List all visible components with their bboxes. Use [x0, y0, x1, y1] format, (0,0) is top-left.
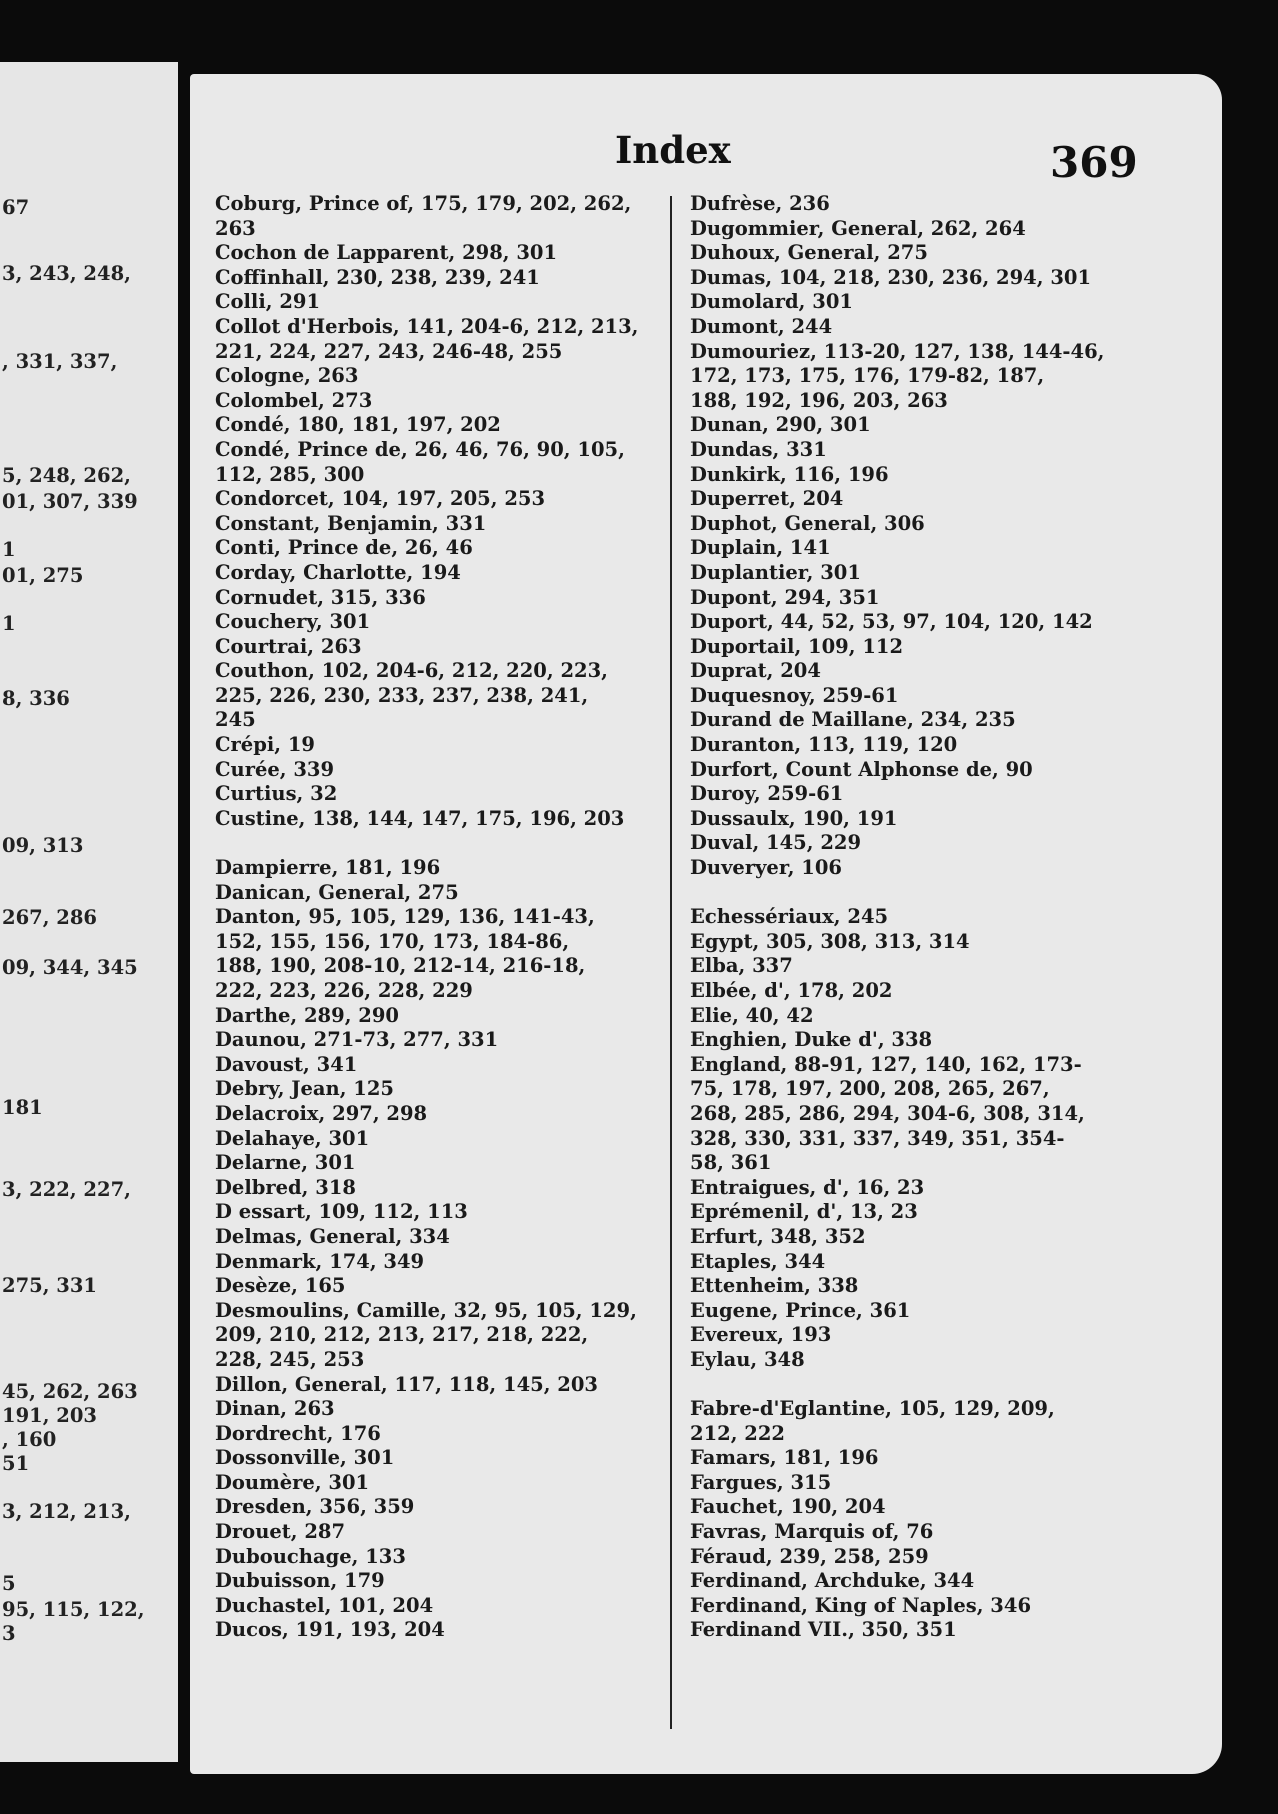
index-entry	[690, 1004, 1195, 1029]
index-entry	[690, 807, 1195, 832]
index-entry	[215, 487, 663, 512]
index-entry	[215, 733, 663, 758]
index-entry	[215, 1594, 663, 1619]
index-entry-line: 112, 285, 300	[215, 462, 365, 486]
index-entry-line: Duranton, 113, 119, 120	[690, 733, 958, 757]
index-entry	[215, 1373, 663, 1398]
prev-page-fragment: 45, 262, 263	[2, 1380, 138, 1403]
section-gap	[690, 881, 1195, 906]
index-entry	[215, 1127, 663, 1152]
index-entry-line: Egypt, 305, 308, 313, 314	[690, 929, 970, 953]
index-entry-line: Dumouriez, 113-20, 127, 138, 144-46,	[690, 339, 1105, 363]
index-entry	[690, 905, 1195, 930]
index-entry-line: Cologne, 263	[215, 364, 359, 388]
index-entry	[690, 782, 1195, 807]
index-entry	[215, 1545, 663, 1570]
index-entry	[215, 1299, 663, 1373]
index-entry-line: Delarne, 301	[215, 1151, 356, 1175]
prev-page-fragment: , 331, 337,	[2, 350, 118, 373]
index-entry	[215, 758, 663, 783]
index-entry-line: Entraigues, d', 16, 23	[690, 1175, 925, 1199]
index-entry-line: Ettenheim, 338	[690, 1274, 859, 1298]
index-entry	[690, 856, 1195, 881]
index-entry	[690, 1323, 1195, 1348]
index-entry-line: Duroy, 259-61	[690, 782, 844, 806]
index-entry	[215, 1569, 663, 1594]
page-number: 369	[1050, 138, 1138, 187]
index-entry	[215, 438, 663, 487]
index-entry-line: Davoust, 341	[215, 1052, 358, 1076]
index-entry	[690, 1028, 1195, 1053]
index-entry	[690, 1397, 1195, 1446]
index-entry-line: 188, 190, 208-10, 212-14, 216-18,	[215, 954, 586, 978]
index-entry-line: Duperret, 204	[690, 487, 844, 511]
index-entry	[690, 1495, 1195, 1520]
index-entry-line: Coffinhall, 230, 238, 239, 241	[215, 265, 540, 289]
index-entry	[215, 241, 663, 266]
index-entry-line: Dordrecht, 176	[215, 1421, 381, 1445]
index-entry	[690, 1520, 1195, 1545]
index-entry	[215, 1471, 663, 1496]
index-entry-line: Duprat, 204	[690, 659, 821, 683]
page-title: Index	[615, 128, 731, 172]
index-entry-line: Dundas, 331	[690, 437, 827, 461]
index-entry-line: Duplantier, 301	[690, 560, 861, 584]
prev-page-fragment: 3, 243, 248,	[2, 262, 131, 285]
index-entry	[215, 1004, 663, 1029]
index-entry-line: Fargues, 315	[690, 1470, 832, 1494]
index-entry-line: 188, 192, 196, 203, 263	[690, 388, 948, 412]
index-entry-line: Duportail, 109, 112	[690, 634, 904, 658]
index-entry	[690, 536, 1195, 561]
index-entry-line: Conti, Prince de, 26, 46	[215, 536, 473, 560]
prev-page-fragment: 09, 344, 345	[2, 956, 138, 979]
index-entry-line: Debry, Jean, 125	[215, 1077, 394, 1101]
index-entry	[215, 635, 663, 660]
index-entry-line: Colli, 291	[215, 290, 321, 314]
index-entry-line: Delacroix, 297, 298	[215, 1101, 428, 1125]
prev-page-fragment: 267, 286	[2, 906, 97, 929]
index-entry	[690, 217, 1195, 242]
index-entry-line: Desmoulins, Camille, 32, 95, 105, 129,	[215, 1298, 637, 1322]
index-entry	[215, 1077, 663, 1102]
index-entry	[215, 659, 663, 733]
index-entry	[690, 192, 1195, 217]
index-entry-line: Dunkirk, 116, 196	[690, 462, 889, 486]
prev-page-fragment: 3	[2, 1622, 16, 1645]
index-entry-line: 75, 178, 197, 200, 208, 265, 267,	[690, 1077, 1050, 1101]
index-entry-line: Dumont, 244	[690, 314, 833, 338]
index-entry-line: Duval, 145, 229	[690, 831, 862, 855]
prev-page-fragment: 95, 115, 122,	[2, 1598, 145, 1621]
index-entry	[690, 610, 1195, 635]
index-entry-line: Curée, 339	[215, 757, 335, 781]
index-entry-line: Evereux, 193	[690, 1323, 832, 1347]
index-entry-line: 225, 226, 230, 233, 237, 238, 241,	[215, 683, 589, 707]
index-entry-line: Elbée, d', 178, 202	[690, 979, 893, 1002]
index-entry	[690, 1200, 1195, 1225]
index-entry	[215, 856, 663, 881]
index-column-right	[690, 192, 1195, 1643]
index-entry-line: Delmas, General, 334	[215, 1224, 450, 1248]
index-entry-line: Dumas, 104, 218, 230, 236, 294, 301	[690, 265, 1092, 289]
index-entry-line: 268, 285, 286, 294, 304-6, 308, 314,	[690, 1101, 1085, 1125]
index-entry	[690, 1545, 1195, 1570]
index-entry-line: Delbred, 318	[215, 1175, 356, 1199]
index-entry-line: 212, 222	[690, 1421, 785, 1445]
index-entry	[215, 782, 663, 807]
prev-page-fragment: 01, 307, 339	[2, 490, 138, 513]
index-entry	[690, 1446, 1195, 1471]
prev-page-fragment: 5	[2, 1572, 16, 1595]
index-entry-line: Danican, General, 275	[215, 880, 459, 904]
index-entry-line: 221, 224, 227, 243, 246-48, 255	[215, 339, 563, 363]
index-entry-line: 228, 245, 253	[215, 1347, 365, 1371]
index-page	[190, 74, 1222, 1774]
index-entry-line: Ferdinand, King of Naples, 346	[690, 1593, 1032, 1617]
index-entry	[215, 1102, 663, 1127]
index-entry-line: Eylau, 348	[690, 1347, 805, 1371]
index-entry	[215, 512, 663, 537]
index-entry	[215, 315, 663, 364]
index-entry	[215, 1053, 663, 1078]
index-entry	[690, 831, 1195, 856]
index-entry-line: Dinan, 263	[215, 1397, 335, 1421]
index-entry-line: Famars, 181, 196	[690, 1446, 879, 1470]
index-entry-line: Condé, 180, 181, 197, 202	[215, 413, 501, 437]
index-entry	[690, 463, 1195, 488]
index-entry	[690, 708, 1195, 733]
index-entry	[690, 635, 1195, 660]
index-entry	[690, 561, 1195, 586]
index-entry-line: Ferdinand, Archduke, 344	[690, 1569, 975, 1593]
index-entry	[215, 1397, 663, 1422]
index-entry-line: Echessériaux, 245	[690, 905, 889, 929]
index-entry-line: Ducos, 191, 193, 204	[215, 1618, 445, 1642]
index-entry-line: Duchastel, 101, 204	[215, 1593, 434, 1617]
index-entry-line: Fabre-d'Eglantine, 105, 129, 209,	[690, 1397, 1055, 1421]
index-entry-line: Danton, 95, 105, 129, 136, 141-43,	[215, 905, 595, 929]
index-entry-line: Couthon, 102, 204-6, 212, 220, 223,	[215, 659, 608, 683]
index-entry-line: Desèze, 165	[215, 1274, 346, 1298]
index-entry	[690, 1618, 1195, 1643]
index-entry-line: Delahaye, 301	[215, 1126, 370, 1150]
index-entry-line: 172, 173, 175, 176, 179-82, 187,	[690, 364, 1045, 388]
index-entry-line: Dunan, 290, 301	[690, 413, 871, 437]
index-entry	[215, 389, 663, 414]
index-entry-line: Cornudet, 315, 336	[215, 585, 426, 609]
section-gap	[690, 1373, 1195, 1398]
index-entry-line: Corday, Charlotte, 194	[215, 560, 461, 584]
index-entry-line: Dossonville, 301	[215, 1446, 395, 1470]
index-entry	[690, 954, 1195, 979]
prev-page-fragment: 51	[2, 1452, 30, 1475]
index-entry	[215, 1151, 663, 1176]
index-entry-line: Denmark, 174, 349	[215, 1249, 425, 1273]
index-entry-line: Drouet, 287	[215, 1520, 346, 1544]
index-entry-line: Dubuisson, 179	[215, 1569, 385, 1593]
index-entry-line: Enghien, Duke d', 338	[690, 1028, 933, 1052]
index-entry	[690, 1471, 1195, 1496]
index-entry	[215, 1250, 663, 1275]
index-entry-line: Dubouchage, 133	[215, 1544, 406, 1568]
index-entry-line: Condé, Prince de, 26, 46, 76, 90, 105,	[215, 437, 625, 461]
index-entry-line: Courtrai, 263	[215, 634, 362, 658]
index-entry-line: Durand de Maillane, 234, 235	[690, 708, 1016, 732]
index-entry-line: Duveryer, 106	[690, 856, 842, 880]
index-entry	[690, 1053, 1195, 1176]
index-entry	[690, 1594, 1195, 1619]
index-entry-line: Cochon de Lapparent, 298, 301	[215, 241, 558, 265]
prev-page-fragment: 3, 212, 213,	[2, 1500, 131, 1523]
index-entry-line: Dresden, 356, 359	[215, 1495, 415, 1519]
index-entry-line: Durfort, Count Alphonse de, 90	[690, 757, 1033, 781]
index-entry	[690, 979, 1195, 1004]
index-entry	[690, 241, 1195, 266]
index-entry	[690, 659, 1195, 684]
index-entry-line: Duplain, 141	[690, 536, 831, 560]
index-entry-line: Ferdinand VII., 350, 351	[690, 1618, 957, 1642]
index-entry	[215, 266, 663, 291]
index-entry-line: Duport, 44, 52, 53, 97, 104, 120, 142	[690, 610, 1093, 634]
index-entry	[215, 610, 663, 635]
index-entry	[690, 1569, 1195, 1594]
prev-page-fragment: 1	[2, 612, 16, 635]
index-entry-line: Couchery, 301	[215, 610, 371, 634]
prev-page-fragment: 275, 331	[2, 1274, 97, 1297]
index-entry-line: Daunou, 271-73, 277, 331	[215, 1028, 499, 1052]
index-entry-line: Dillon, General, 117, 118, 145, 203	[215, 1372, 598, 1396]
index-entry-line: Dupont, 294, 351	[690, 585, 880, 609]
index-entry-line: Etaples, 344	[690, 1249, 826, 1273]
index-entry	[215, 905, 663, 1003]
index-entry-line: 328, 330, 331, 337, 349, 351, 354-	[690, 1126, 1065, 1150]
index-entry	[215, 1274, 663, 1299]
index-entry	[690, 1274, 1195, 1299]
index-entry-line: Collot d'Herbois, 141, 204-6, 212, 213,	[215, 314, 639, 338]
index-entry-line: Elba, 337	[690, 954, 793, 978]
index-entry-line: Duhoux, General, 275	[690, 241, 928, 265]
index-entry-line: 222, 223, 226, 228, 229	[215, 979, 473, 1002]
index-entry	[690, 1176, 1195, 1201]
index-entry-line: Dugommier, General, 262, 264	[690, 216, 1026, 240]
index-entry-line: Eprémenil, d', 13, 23	[690, 1200, 918, 1224]
index-entry	[690, 586, 1195, 611]
index-entry	[215, 290, 663, 315]
index-entry	[215, 561, 663, 586]
index-entry	[690, 733, 1195, 758]
index-entry-line: Favras, Marquis of, 76	[690, 1520, 934, 1544]
index-entry	[215, 1225, 663, 1250]
index-entry	[215, 1028, 663, 1053]
index-entry-line: Doumère, 301	[215, 1470, 370, 1494]
index-entry	[215, 1446, 663, 1471]
index-entry	[215, 413, 663, 438]
index-entry	[215, 192, 663, 241]
index-entry	[215, 1176, 663, 1201]
index-entry-line: Elie, 40, 42	[690, 1003, 814, 1027]
index-entry	[690, 1299, 1195, 1324]
index-entry-line: Eugene, Prince, 361	[690, 1298, 911, 1322]
index-column-left	[215, 192, 663, 1643]
prev-page-fragment: 181	[2, 1096, 43, 1119]
index-entry-line: 263	[215, 216, 256, 240]
index-entry	[690, 266, 1195, 291]
index-entry-line: Dumolard, 301	[690, 290, 853, 314]
column-divider	[670, 196, 672, 1729]
index-entry-line: Dufrèse, 236	[690, 192, 830, 215]
index-entry-line: Erfurt, 348, 352	[690, 1224, 866, 1248]
index-entry	[215, 807, 663, 832]
index-entry	[690, 413, 1195, 438]
index-entry-line: Duquesnoy, 259-61	[690, 683, 899, 707]
index-entry-line: D essart, 109, 112, 113	[215, 1200, 468, 1224]
index-entry-line: Duphot, General, 306	[690, 511, 925, 535]
index-entry-line: Coburg, Prince of, 175, 179, 202, 262,	[215, 192, 632, 215]
index-entry-line: Custine, 138, 144, 147, 175, 196, 203	[215, 806, 625, 830]
index-entry	[690, 1348, 1195, 1373]
index-entry-line: Condorcet, 104, 197, 205, 253	[215, 487, 546, 511]
prev-page-fragment: , 160	[2, 1428, 57, 1451]
prev-page-fragment: 67	[2, 196, 30, 219]
index-entry	[215, 1520, 663, 1545]
index-entry	[690, 438, 1195, 463]
index-entry	[690, 1250, 1195, 1275]
index-entry	[215, 536, 663, 561]
prev-page-fragment: 09, 313	[2, 834, 84, 857]
previous-page	[0, 62, 178, 1762]
index-entry	[690, 315, 1195, 340]
prev-page-fragment: 01, 275	[2, 564, 84, 587]
prev-page-fragment: 8, 336	[2, 687, 70, 710]
index-entry-line: 209, 210, 212, 213, 217, 218, 222,	[215, 1323, 589, 1347]
index-entry	[690, 290, 1195, 315]
index-entry-line: England, 88-91, 127, 140, 162, 173-	[690, 1052, 1082, 1076]
index-entry	[215, 881, 663, 906]
section-gap	[215, 831, 663, 856]
index-entry-line: Constant, Benjamin, 331	[215, 511, 487, 535]
index-entry-line: 245	[215, 708, 256, 732]
prev-page-fragment: 5, 248, 262,	[2, 464, 131, 487]
index-entry	[215, 1422, 663, 1447]
index-entry-line: Dussaulx, 190, 191	[690, 806, 898, 830]
index-entry	[690, 487, 1195, 512]
index-entry-line: Darthe, 289, 290	[215, 1003, 399, 1027]
index-entry	[215, 586, 663, 611]
prev-page-fragment: 3, 222, 227,	[2, 1178, 131, 1201]
index-entry-line: Fauchet, 190, 204	[690, 1495, 886, 1519]
index-entry	[215, 1200, 663, 1225]
index-entry	[690, 930, 1195, 955]
index-entry-line: Colombel, 273	[215, 388, 373, 412]
index-entry	[215, 364, 663, 389]
index-entry	[690, 1225, 1195, 1250]
index-entry	[690, 340, 1195, 414]
index-entry-line: 58, 361	[690, 1151, 772, 1175]
index-entry-line: Curtius, 32	[215, 782, 338, 806]
index-entry-line: 152, 155, 156, 170, 173, 184-86,	[215, 929, 570, 953]
prev-page-fragment: 191, 203	[2, 1404, 97, 1427]
index-entry	[690, 684, 1195, 709]
prev-page-fragment: 1	[2, 538, 16, 561]
index-entry	[690, 758, 1195, 783]
index-entry	[690, 512, 1195, 537]
index-entry	[215, 1618, 663, 1643]
index-entry-line: Féraud, 239, 258, 259	[690, 1544, 929, 1568]
index-entry	[215, 1495, 663, 1520]
index-entry-line: Dampierre, 181, 196	[215, 856, 441, 880]
index-entry-line: Crépi, 19	[215, 733, 315, 757]
